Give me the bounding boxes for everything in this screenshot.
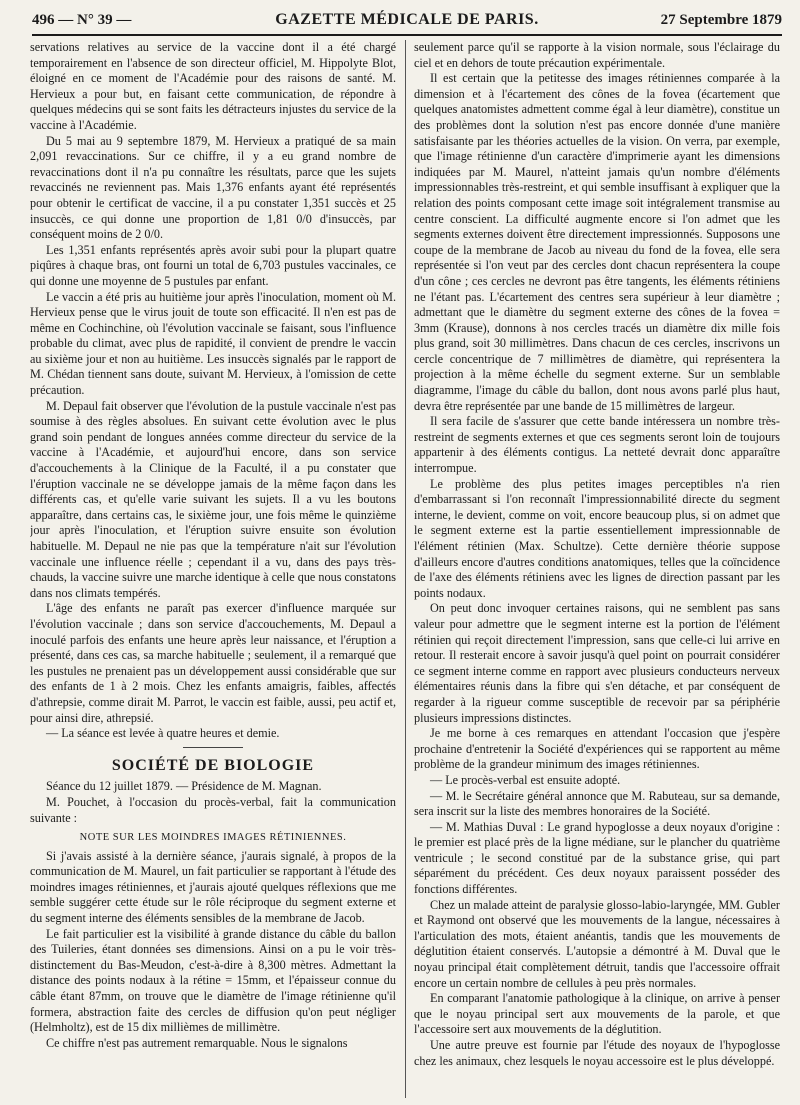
paragraph: M. Depaul fait observer que l'évolution de la pustule vaccinale n'est pas soumise à des règles absolues. En suivant cette évolution avec le plus grand soin pendant de longues années comme directeur du service de la vaccine à l'Académie, et aujourd'hui encore, dans son service d'accouchements à la Clinique de la Faculté, il a pu constater que l'éruption vaccinale ne se développe jamais de la même façon dans les différents cas, et qu'elle varie suivant les sujets. Il a vu les boutons apparaître, dans certains cas, le sixième jour, une fois même le quinzième jour après l'inoculation, et l'éruption suivre ensuite son évolution habituelle. M. Depaul ne nie pas que la température n'ait sur l'évolution vaccinale une influence réelle ; cependant il a vu, dans des pays très-chauds, la vaccine suivre une marche identique à celle que nous constatons dans nos climats tempérés. <box>30 398 396 600</box>
left-column <box>30 40 396 1100</box>
issue-date: 27 Septembre 1879 <box>660 12 782 28</box>
journal-title: GAZETTE MÉDICALE DE PARIS. <box>275 11 539 28</box>
section-rule <box>183 747 243 748</box>
paragraph: seulement parce qu'il se rapporte à la vision normale, sous l'éclairage du ciel et en dehors de toute précaution expérimentale. <box>414 40 780 70</box>
paragraph: En comparant l'anatomie pathologique à la clinique, on arrive à penser que le noyau principal sert aux mouvements de la parole, et que l'accessoire sert aux mouvements de la déglutition. <box>414 991 780 1037</box>
paragraph: On peut donc invoquer certaines raisons, qui ne semblent pas sans valeur pour admettre que le segment interne est la portion de l'élément rétinien qui reçoit directement l'impression, sans que celle-ci lui arrive en retour. Il resterait encore à savoir jusqu'à quel point on pourrait considérer ce segment interne comme en rapport avec plusieurs conducteurs nerveux élémentaires réunis dans la fibre qui s'en détache, et par conséquent de regarder à la rigueur comme susceptible de recevoir par sa périphérie plusieurs impressions distinctes. <box>414 601 780 725</box>
paragraph: Du 5 mai au 9 septembre 1879, M. Hervieux a pratiqué de sa main 2,091 revaccinations. Sur ce chiffre, il y a eu grand nombre de revaccinations dont il n'a pu connaître les résultats, parce que les sujets revaccinés ne reviennent pas. Mais 1,376 enfants ayant été représentés pour obtenir le certificat de vaccine, il a pu constater 1,351 succès et 25 insuccès, ce qui donne une proportion de 1,81 0/0 d'insuccès, par conséquent moins de 2 0/0. <box>30 133 396 242</box>
right-column <box>414 40 780 1100</box>
paragraph: Il sera facile de s'assurer que cette bande intéressera un nombre très-restreint de segments externes et que ces segments seront loin de toujours appartenir à des éléments contigus. La netteté devrait donc apparaître interrompue. <box>414 414 780 476</box>
paragraph: Chez un malade atteint de paralysie glosso-labio-laryngée, MM. Gubler et Raymond ont observé que les mouvements de la langue, nécessaires à l'articulation des mots, étaient anéantis, tandis que les mouvements de déglutition étaient conservés. L'autopsie a démontré à M. Duval que le noyau principal était complètement détruit, tandis que l'accessoire offrait encore un certain nombre de cellules à peu près normales. <box>414 897 780 990</box>
note-title: NOTE SUR LES MOINDRES IMAGES RÉTINIENNES. <box>79 832 347 844</box>
page-number-issue: 496 — N° 39 — <box>32 12 132 28</box>
paragraph: Il est certain que la petitesse des images rétiniennes comparée à la dimension et à l'écartement des cônes de la fovea (écartement que quelques anatomistes admettent comme égal à leur diamètre), constitue un des problèmes dont la solution n'est pas encore donnée d'une manière satisfaisante par les théories actuelles de la vision. On verra, par exemple, que l'image rétinienne d'un caractère d'imprimerie ayant les dimensions indiquées par M. Maurel, n'atteint jamais qu'un nombre d'éléments impressionnables très-restreint, et qui semble insuffisant à expliquer que la relation des points composant cette image soit intégralement transmise au centre conscient. La difficulté augmente encore si l'on admet que les segments externes doivent être directement impressionnés. Supposons une coupe de la membrane de Jacob au niveau du fond de la fovea, elle sera représentée si l'on veut par des cercles dont chacun représentera la coupe d'un cône ; ces cercles ne devront pas être tangents, les éléments rétiniens ne l'étant pas. L'écartement des centres sera supérieur à leur diamètre ; admettant que le diamètre du segment externe des cônes de la fovea = 3mm (Krause), donnons à nos cercles tracés un diamètre dix mille fois plus grand, soit 30 millimètres. Dans chacun de ces cercles, inscrivons un cercle concentrique de 7 millimètres de diamètre, qui représentera la projection à la même échelle du segment externe. Sur un semblable diagramme, l'image du câble du ballon, dont nous avons parlé plus haut, devra être représentée par une bande de 15 millimètres de largeur. <box>414 71 780 413</box>
paragraph: Une autre preuve est fournie par l'étude des noyaux de l'hypoglosse chez les animaux, chez lesquels le noyau accessoire est le plus développé. <box>414 1038 780 1068</box>
paragraph: Les 1,351 enfants représentés après avoir subi pour la plupart quatre piqûres à chaque bras, ont fourni un total de 6,703 pustules vaccinales, ce qui donne une moyenne de 5 pustules par enfant. <box>30 242 396 288</box>
paragraph: Le fait particulier est la visibilité à grande distance du câble du ballon des Tuileries, étant données ses dimensions. Ainsi on a pu le voir très-distinctement du Bas-Meudon, c'est-à-dire à 8,300 mètres. Admettant la distance des points nodaux à la rétine = 15mm, et l'épaisseur connue du câble étant 87mm, on trouve que le diamètre de l'image rétinienne qu'il formera, abstraction faite des cercles de diffusion qu'on peut négliger (Helmholtz), est de 15 dix millièmes de millimètre. <box>30 926 396 1035</box>
paragraph: — La séance est levée à quatre heures et demie. <box>46 726 280 741</box>
society-title: SOCIÉTÉ DE BIOLOGIE <box>111 756 315 774</box>
paragraph: Si j'avais assisté à la dernière séance, j'aurais signalé, à propos de la communication de M. Maurel, un fait particulier se rapportant à l'étude des moindres images rétiniennes, et j'aurais ajouté quelques réflexions que me semble suggérer cette étude sur le rôle réciproque du segment externe et du segment interne des éléments sensibles de la membrane de Jacob. <box>30 848 396 926</box>
paragraph: — Le procès-verbal est ensuite adopté. <box>430 772 621 787</box>
paragraph: Je me borne à ces remarques en attendant l'occasion que j'espère prochaine d'entretenir la Société d'expériences qui se rapportent au même problème de la grandeur minimum des images rétiniennes. <box>414 726 780 772</box>
paragraph: — M. le Secrétaire général annonce que M. Rabuteau, sur sa demande, sera inscrit sur la liste des membres honoraires de la Société. <box>414 788 780 819</box>
page-header <box>32 8 782 36</box>
pouchet-intro: M. Pouchet, à l'occasion du procès-verbal, fait la communication suivante : <box>30 794 396 825</box>
paragraph: Le vaccin a été pris au huitième jour après l'inoculation, moment où M. Hervieux pense que le virus jouit de toute son efficacité. Il n'en est pas de même en Cochinchine, où l'évolution vaccinale se faisant, sous l'influence probable du climat, avec plus de rapidité, il convient de prendre le vaccin au sixième jour et non au huitième. Les insuccès signalés par le rapport de M. Chédan tiennent sans doute, suivant M. Hervieux, à l'omission de cette précaution. <box>30 289 396 398</box>
paragraph: servations relatives au service de la vaccine dont il a été chargé temporairement en l'absence de son directeur officiel, M. Hippolyte Blot, éloigné en ce moment de l'Académie pour des raisons de santé. M. Hervieux a pour but, en faisant cette communication, de répondre à quelques médecins qui se sont faits les détracteurs injustes du service de la vaccine à l'Académie. <box>30 40 396 132</box>
paragraph: — M. Mathias Duval : Le grand hypoglosse a deux noyaux d'origine : le premier est placé près de la ligne médiane, sur le plancher du quatrième ventricule ; le second constitué par de la substance grise, qui part séparément du précédent. Ces deux noyaux paraissent posséder des fonctions différentes. <box>414 819 780 897</box>
paragraph: L'âge des enfants ne paraît pas exercer d'influence marquée sur l'évolution vaccinale ; dans son service d'accouchements, M. Depaul a inoculé parfois des enfants une heure après leur naissance, et l'éruption a présenté, dans ces cas, sa marche habituelle ; seulement, il a remarqué que les pustules ne prenaient pas un développement aussi considérable que sur des enfants de 1 à 2 mois. Chez les enfants amaigris, faibles, affectés d'athrepsie, comme dirait M. Parrot, le vaccin est faible, aussi, peu actif et, pour ainsi dire, athrepsié. <box>30 601 396 725</box>
paragraph: Le problème des plus petites images perceptibles n'a rien d'embarrassant si l'on reconnaît l'impressionnabilité directe du segment interne, le devient, comme on voit, encore beaucoup plus, si on admet que le segment externe est la partie essentiellement impressionnable de l'élément rétinien (Max. Schultze). Cette dernière théorie suppose d'ailleurs encore d'autres conditions anatomiques, telles que la coïncidence de l'axe des éléments rétiniens avec les lignes de direction passant par les points nodaux. <box>414 476 780 600</box>
session-line: Séance du 12 juillet 1879. — Présidence de M. Magnan. <box>46 779 322 794</box>
column-divider <box>405 40 406 1098</box>
paragraph: Ce chiffre n'est pas autrement remarquable. Nous le signalons <box>46 1035 348 1050</box>
